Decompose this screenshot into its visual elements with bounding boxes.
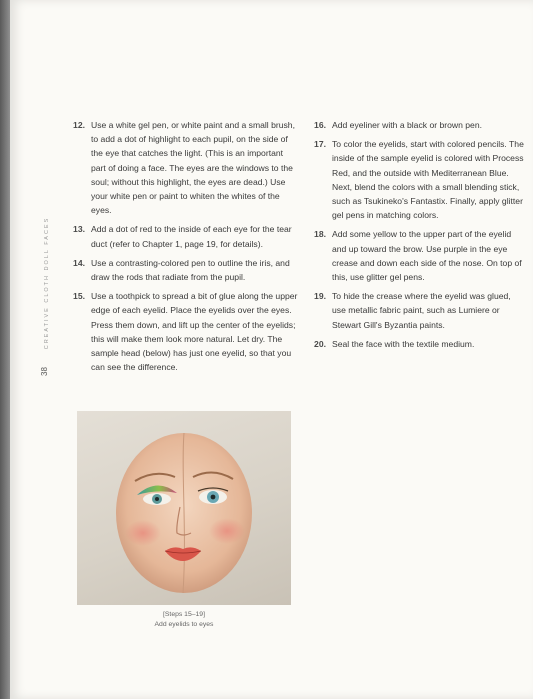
step-number: 20. [314, 338, 326, 349]
step-20 [309, 337, 525, 351]
step-number: 15. [73, 291, 85, 302]
step-16 [309, 118, 525, 132]
step-text: Use a contrasting-colored pen to outline the iris, and draw the rods that radiate from the pupil. [91, 257, 290, 283]
step-text: Add eyeliner with a black or brown pen. [332, 120, 482, 130]
step-text: Use a white gel pen, or white paint and a small brush, to add a dot of highlight to each pupil, on the side of the eye that catches the light. (This is an important part of doing a face. The eyes are the windows to the soul; without this highlight, the eyes are dead.) Use your white pen or paint to whiten the whites of the eyes. [91, 120, 295, 216]
doll-face-illustration [77, 411, 291, 605]
step-14 [68, 256, 300, 284]
step-text: Add some yellow to the upper part of the eyelid and up toward the brow. Use purple in the eye crease and down each side of the nose. On top of this, use glitter gel pens. [332, 229, 522, 283]
step-text: Add a dot of red to the inside of each eye for the tear duct (refer to Chapter 1, page 19, for details). [91, 224, 292, 249]
right-cheek [209, 518, 245, 544]
step-number: 17. [314, 139, 326, 150]
step-number: 16. [314, 120, 326, 130]
step-12 [68, 118, 300, 217]
running-head-text: CREATIVE CLOTH DOLL FACES [44, 216, 50, 350]
step-17 [309, 137, 525, 222]
step-text: To color the eyelids, start with colored pencils. The inside of the sample eyelid is colored with Process Red, and the outside with Mediterranean Blue. Next, blend the colors with a small blending stick, such as Tsukineko's Fantastix. Finally, apply glitter gel pens in matching colors. [332, 139, 524, 221]
left-column [68, 118, 300, 379]
left-pupil [155, 497, 159, 501]
step-text: Seal the face with the textile medium. [332, 338, 475, 349]
step-15 [68, 289, 300, 374]
book-spine-shadow [0, 0, 10, 699]
running-head [32, 208, 62, 358]
photo-caption [77, 610, 291, 630]
step-number: 14. [73, 257, 85, 268]
doll-face-photo [77, 411, 291, 605]
step-number: 12. [73, 120, 85, 130]
page-number: 38 [39, 367, 49, 376]
left-cheek [125, 520, 161, 546]
caption-title: Add eyelids to eyes [154, 621, 214, 628]
step-text: To hide the crease where the eyelid was glued, use metallic fabric paint, such as Lumiere or Stewart Gill's Byzantia paints. [332, 291, 511, 330]
right-column [309, 118, 525, 356]
step-19 [309, 289, 525, 332]
step-number: 19. [314, 291, 326, 302]
step-18 [309, 227, 525, 284]
step-number: 18. [314, 229, 326, 240]
step-text: Use a toothpick to spread a bit of glue along the upper edge of each eyelid. Place the eyelids over the eyes. Press them down, and lift up the center of the eyelids; this will make them look more natural. Let dry. The sample head (below) has just one eyelid, so that you can see the difference. [91, 291, 298, 373]
caption-steps: [Steps 15–19] [163, 611, 205, 618]
right-pupil [211, 495, 216, 500]
step-13 [68, 222, 300, 250]
step-number: 13. [73, 224, 85, 235]
